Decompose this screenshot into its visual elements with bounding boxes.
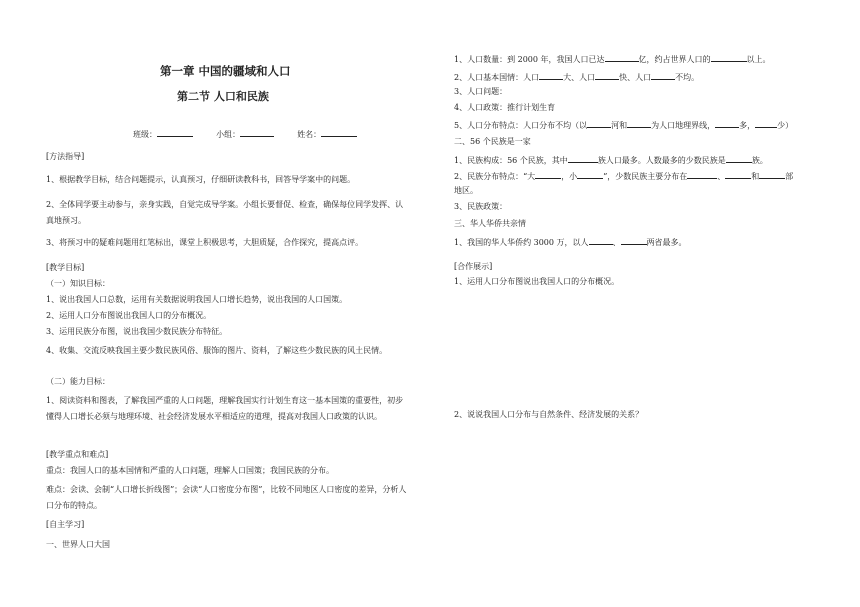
self-study-header: [自主学习] — [46, 520, 85, 529]
question-population: 1、人口数量：到 2000 年，我国人口已达 亿，约占世界人口的 以上。 — [454, 55, 771, 64]
difficulty-text: 难点：会读、会制“人口增长折线图”；会读“人口密度分布图”，比较不同地区人口密度的差异，分析人口分布的特点。 — [46, 485, 407, 510]
chapter-title: 第一章 中国的疆域和人口 — [160, 64, 291, 78]
class-blank[interactable] — [157, 128, 193, 137]
method-item: 1、根据教学目标，结合问题提示，认真预习，仔细研读教科书，回答导学案中的问题。 — [46, 175, 356, 184]
answer-blank[interactable] — [577, 170, 603, 179]
question-problem: 3、人口问题： — [454, 87, 508, 96]
knowledge-item: 2、运用人口分布图说出我国人口的分布概况。 — [46, 311, 212, 320]
question-overseas-chinese: 1、我国的华人华侨约 3000 万，以人 、 两省最多。 — [454, 238, 687, 247]
class-label: 班级： — [133, 130, 157, 139]
answer-blank[interactable] — [726, 154, 752, 163]
knowledge-item: 1、说出我国人口总数，运用有关数据说明我国人口增长趋势，说出我国的人口国策。 — [46, 295, 348, 304]
question-distribution: 5、人口分布特点：人口分布不均（以 河和 为人口地理界线， 多， 少） — [454, 121, 794, 130]
answer-blank[interactable] — [725, 170, 751, 179]
group-label: 小组： — [216, 130, 241, 139]
student-info-row — [133, 128, 357, 140]
question-basic-condition: 2、人口基本国情：人口 大、人口 快、人口 不均。 — [454, 73, 700, 82]
answer-blank[interactable] — [715, 119, 739, 128]
answer-blank[interactable] — [568, 154, 598, 163]
question-ethnic-distribution: 2、民族分布特点：“大 ，小 ”，少数民族主要分布在 、 和 部 — [454, 172, 794, 181]
method-item: 2、全体同学要主动参与，亲身实践，自觉完成导学案。小组长要督促、检查，确保每位同学发挥、认真地预习。 — [46, 200, 404, 225]
question-policy: 4、人口政策：推行计划生育 — [454, 103, 556, 112]
part-three-heading: 三、华人华侨共亲情 — [454, 219, 526, 228]
group-blank[interactable] — [240, 128, 274, 137]
answer-blank[interactable] — [589, 236, 613, 245]
ability-text: 1、阅读资料和图表，了解我国严重的人口问题，理解我国实行计划生育这一基本国策的重要性，初步懂得人口增长必须与地理环境、社会经济发展水平相适应的道理，提高对我国人口政策的认识。 — [46, 396, 404, 421]
knowledge-header: （一）知识目标： — [46, 279, 110, 288]
question-ethnic-composition: 1、民族构成：56 个民族，其中 族人口最多。人数最多的少数民族是 族。 — [454, 156, 768, 165]
method-item: 3、将预习中的疑难问题用红笔标出，课堂上积极思考，大胆质疑，合作探究，提高点评。 — [46, 238, 364, 247]
answer-blank[interactable] — [535, 170, 561, 179]
answer-blank[interactable] — [651, 71, 675, 80]
section-title: 第二节 人口和民族 — [177, 90, 269, 103]
cooperation-item: 1、运用人口分布图说出我国人口的分布概况。 — [454, 277, 620, 286]
cooperation-item: 2、说说我国人口分布与自然条件、经济发展的关系？ — [454, 410, 644, 419]
answer-blank[interactable] — [621, 236, 647, 245]
method-header: [方法指导] — [46, 152, 85, 161]
key-point: 重点：我国人口的基本国情和严重的人口问题，理解人口国策；我国民族的分布。 — [46, 466, 334, 475]
knowledge-item: 3、运用民族分布图，说出我国少数民族分布特征。 — [46, 327, 228, 336]
answer-blank[interactable] — [595, 71, 619, 80]
knowledge-item: 4、收集、交流反映我国主要少数民族风俗、服饰的图片、资料，了解这些少数民族的风土民情。 — [46, 346, 388, 355]
question-ethnic-distribution-cont: 地区。 — [454, 186, 478, 195]
answer-blank[interactable] — [587, 119, 611, 128]
answer-blank[interactable] — [539, 71, 563, 80]
ability-header: （二）能力目标： — [46, 377, 110, 386]
name-label: 姓名： — [297, 130, 322, 139]
answer-blank[interactable] — [755, 119, 777, 128]
name-blank[interactable] — [321, 128, 357, 137]
part-two-heading: 二、56 个民族是一家 — [454, 137, 531, 146]
answer-blank[interactable] — [759, 170, 785, 179]
question-ethnic-policy: 3、民族政策： — [454, 202, 508, 211]
answer-blank[interactable] — [687, 170, 717, 179]
goal-header: [教学目标] — [46, 263, 85, 272]
answer-blank[interactable] — [605, 53, 639, 62]
key-header: [教学重点和难点] — [46, 450, 109, 459]
part-one-heading: 一、世界人口大国 — [46, 540, 110, 549]
answer-blank[interactable] — [711, 53, 747, 62]
cooperation-header: [合作展示] — [454, 262, 493, 271]
answer-blank[interactable] — [627, 119, 651, 128]
